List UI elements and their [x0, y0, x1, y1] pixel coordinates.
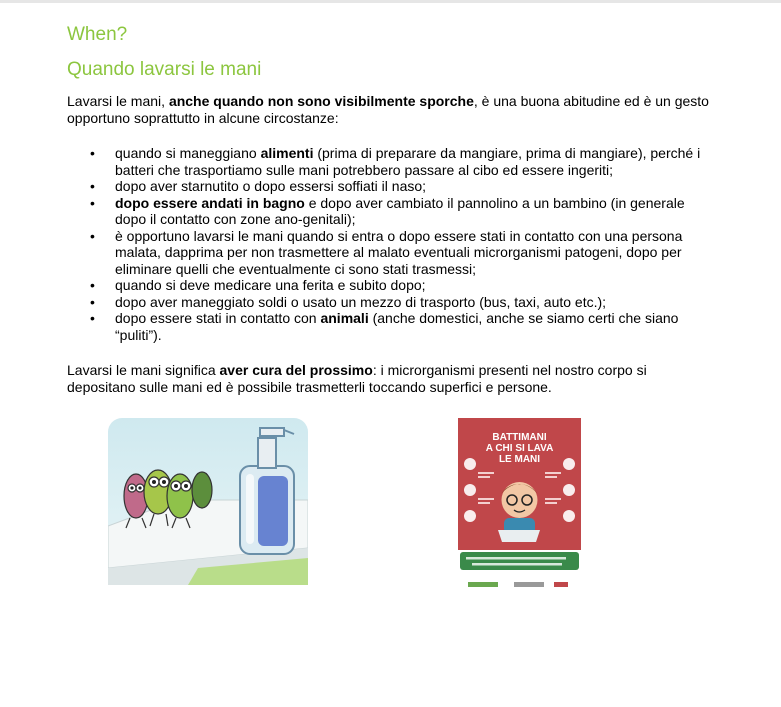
list-item-money-transport: • dopo aver maneggiato soldi o usato un mezzo di trasporto (bus, taxi, auto etc.);	[115, 294, 717, 311]
list-item-bathroom	[115, 195, 717, 228]
heading-when: When?	[67, 24, 128, 45]
list-item-sick-person: • è opportuno lavarsi le mani quando si entra o dopo essere stati in contatto con una persona malata, dapprima per non trasmettere al malato eventuali microrganismi patogeni, dopo per eliminare quelli che eventualmente ci sono stati trasmessi;	[115, 228, 717, 278]
circumstances-list	[67, 145, 717, 343]
top-border	[0, 0, 781, 3]
intro-bold: anche quando non sono visibilmente sporche	[168, 93, 474, 109]
list-text: (anche domestici, anche se siamo certi che siano “puliti”).	[115, 310, 679, 343]
intro-text: Lavarsi le mani,	[67, 93, 169, 109]
poster-title-3: LE MANI	[498, 454, 541, 465]
list-bold: dopo essere andati in bagno	[115, 194, 305, 211]
heading-when-to-wash: Quando lavarsi le mani	[67, 59, 262, 80]
list-item-food	[115, 145, 717, 178]
closing-paragraph	[67, 362, 717, 395]
germs-and-soap-illustration	[108, 418, 308, 585]
closing-text: Lavarsi le mani significa	[67, 362, 220, 378]
intro-paragraph	[67, 93, 717, 126]
list-item-sneeze: • dopo aver starnutito o dopo essersi soffiati il naso;	[115, 178, 717, 195]
closing-bold: aver cura del prossimo	[219, 362, 373, 378]
poster-title-2: A CHI SI LAVA	[485, 443, 554, 454]
list-text: (prima di preparare da mangiare, prima di mangiare), perché i batteri che trasportiamo sulle mani potrebbero passare al cibo ed essere ingeriti;	[115, 145, 701, 178]
germs-illustration-image	[108, 418, 308, 585]
document-body	[67, 24, 717, 395]
closing-text-2: : i microrganismi presenti nel nostro corpo si depositano sulle mani ed è possibile trasmetterli toccando superfici e persone.	[67, 362, 647, 395]
list-bold: alimenti	[260, 145, 314, 161]
list-item-animals	[115, 310, 717, 343]
poster-image	[458, 418, 581, 594]
list-bold: animali	[320, 310, 369, 326]
intro-text-2: , è una buona abitudine ed è un gesto opportuno soprattutto in alcune circostanze:	[67, 93, 709, 126]
handwashing-poster	[458, 418, 581, 594]
list-text: quando si maneggiano	[115, 145, 261, 161]
poster-title-1: BATTIMANI	[492, 432, 547, 443]
list-item-wound: • quando si deve medicare una ferita e subito dopo;	[115, 277, 717, 294]
list-text: e dopo aver cambiato il pannolino a un bambino (in generale dopo il contatto con zone ano-genitali);	[115, 194, 685, 227]
list-text: dopo essere stati in contatto con	[115, 310, 321, 326]
